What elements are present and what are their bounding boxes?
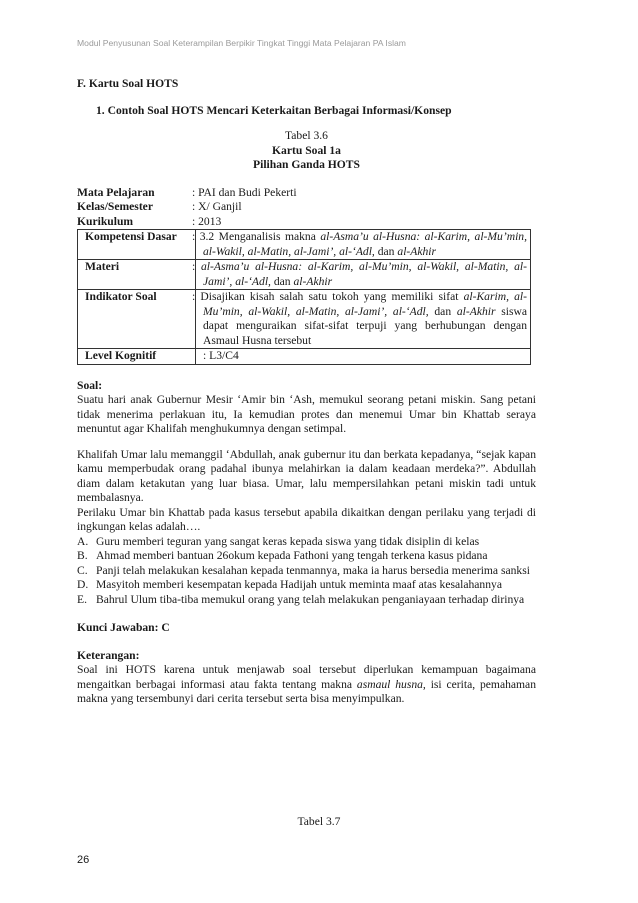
answer-option bbox=[77, 578, 536, 593]
kompetensi-prefix: : 3.2 Menganalisis makna bbox=[192, 230, 321, 243]
option-text: Bahrul Ulum tiba-tiba memukul orang yang telah melakukan penganiayaan terhadap dirinya bbox=[96, 592, 525, 606]
answer-option bbox=[77, 564, 536, 579]
kompetensi-value bbox=[192, 230, 531, 260]
indikator-value bbox=[192, 290, 531, 349]
indikator-mid: dan bbox=[428, 304, 457, 318]
option-letter: E. bbox=[77, 592, 87, 606]
meta-key: Mata Pelajaran bbox=[77, 185, 155, 199]
indikator-rest: siswa dapat menguraikan sifat-sifat terpuji yang berhubungan dengan Asmaul Husna tersebut bbox=[203, 304, 527, 347]
indikator-italic: al-Karim, al-Mu’min, al-Wakil, al-Matin, al-Jami’, al-‘Adl, bbox=[203, 290, 527, 318]
table-caption bbox=[77, 129, 536, 173]
table-type: Pilihan Ganda HOTS bbox=[253, 158, 360, 171]
keterangan-text-a: Soal ini HOTS karena untuk menjawab soal tersebut diperlukan kemampuan bagaimana mengaitkan berbagai informasi atau fakta tentang makna bbox=[77, 663, 536, 691]
page-content bbox=[77, 77, 536, 707]
indikator-text: : Disajikan kisah salah satu tokoh yang memiliki sifat bbox=[192, 290, 464, 303]
kompetensi-mid: dan bbox=[374, 244, 398, 258]
level-value: : L3/C4 bbox=[196, 349, 531, 365]
indikator-end: al-Akhir bbox=[456, 304, 496, 318]
meta-key: Kelas/Semester bbox=[77, 200, 153, 213]
option-letter: D. bbox=[77, 578, 89, 591]
meta-value: : X/ Ganjil bbox=[192, 200, 242, 213]
section-title: F. Kartu Soal HOTS bbox=[77, 77, 179, 90]
meta-key: Kurikulum bbox=[77, 214, 134, 228]
kd-table bbox=[77, 229, 531, 365]
option-text: Ahmad memberi bantuan 26okum kepada Fathoni yang tengah terkena kasus pidana bbox=[96, 549, 488, 562]
materi-italic: al-Asma’u al-Husna: al-Karim, al-Mu’min, al-Wakil, al-Matin, al-Jami’, al-‘Adl, bbox=[201, 260, 527, 288]
keterangan-text-c: isi cerita, pemahaman makna yang tersembunyi dari cerita tersebut serta bisa menyimpulkan. bbox=[77, 677, 536, 705]
option-text: Panji telah melakukan kesalahan kepada tenmannya, maka ia harus bersedia menerima sanksi bbox=[96, 563, 530, 577]
subsection-title: 1. Contoh Soal HOTS Mencari Keterkaitan Berbagai Informasi/Konsep bbox=[96, 103, 452, 117]
running-header: Modul Penyusunan Soal Keterampilan Berpikir Tingkat Tinggi Mata Pelajaran PA Islam bbox=[77, 38, 406, 48]
answer-option bbox=[77, 593, 536, 608]
kompetensi-end: al-Akhir bbox=[397, 244, 437, 258]
kompetensi-label: Kompetensi Dasar bbox=[78, 230, 196, 260]
answer-option bbox=[77, 535, 536, 550]
materi-mid: dan bbox=[270, 274, 294, 288]
keterangan-block bbox=[77, 649, 536, 707]
answer-key: Kunci Jawaban: C bbox=[77, 621, 170, 634]
meta-row bbox=[77, 215, 536, 230]
option-letter: C. bbox=[77, 563, 88, 577]
soal-block bbox=[77, 379, 536, 608]
table-number: Tabel 3.6 bbox=[285, 129, 328, 142]
soal-paragraph: Suatu hari anak Gubernur Mesir ‘Amir bin ‘Ash, memukul seorang petani miskin. Sang petani tidak menerima perlakuan itu, Ia kemudian protes dan menemui Umar bin Khattab seraya menuntut agar Khalifah menghukumnya dengan setimpal. bbox=[77, 393, 536, 435]
answer-option bbox=[77, 549, 536, 564]
level-label: Level Kognitif bbox=[78, 349, 196, 365]
meta-value: : 2013 bbox=[192, 214, 222, 228]
soal-label: Soal: bbox=[77, 378, 103, 392]
option-letter: B. bbox=[77, 549, 88, 562]
table-row bbox=[78, 349, 531, 365]
page-number: 26 bbox=[77, 854, 90, 866]
meta-value: : PAI dan Budi Pekerti bbox=[192, 185, 297, 199]
table-row bbox=[78, 230, 531, 260]
materi-end: al-Akhir bbox=[293, 274, 333, 288]
option-letter: A. bbox=[77, 534, 89, 548]
keterangan-label: Keterangan: bbox=[77, 648, 140, 662]
keterangan-text bbox=[77, 663, 536, 707]
kompetensi-italic: al-Asma’u al-Husna: al-Karim, al-Mu’min, al-Wakil, al-Matin, al-Jami’, al-‘Adl, bbox=[203, 230, 527, 258]
materi-value: : al-Asma’u al-Husna: al-Karim, al-Mu’min, al-Wakil, al-Matin, al-Jami’, al-‘Adl, dan al-Akhir bbox=[196, 260, 531, 290]
keterangan-italic: asmaul husna, bbox=[356, 677, 426, 691]
indikator-label: Indikator Soal bbox=[78, 290, 196, 349]
materi-label: Materi bbox=[78, 260, 196, 290]
table-row bbox=[78, 290, 531, 349]
meta-block bbox=[77, 186, 536, 230]
table-row bbox=[78, 260, 531, 290]
meta-row bbox=[77, 200, 536, 215]
soal-paragraph: Khalifah Umar lalu memanggil ‘Abdullah, anak gubernur itu dan berkata kepadanya, “sejak kapan kamu memperbudak orang padahal ibunya melahirkan ia dalam keadaan merdeka?”. Abdullah diam dalam ketakutan yang luar biasa. Umar, lalu mempersilahkan petani miskin tadi untuk membalasnya. bbox=[77, 447, 536, 504]
table-name: Kartu Soal 1a bbox=[272, 143, 341, 157]
meta-row bbox=[77, 186, 536, 201]
soal-question: Perilaku Umar bin Khattab pada kasus tersebut apabila dikaitkan dengan perilaku yang terjadi di ingkungan kelas adalah…. bbox=[77, 505, 536, 533]
next-table-caption: Tabel 3.7 bbox=[297, 815, 341, 828]
option-text: Masyitoh memberi kesempatan kepada Hadijah untuk meminta maaf atas kesalahannya bbox=[96, 578, 502, 591]
option-text: Guru memberi teguran yang sangat keras kepada siswa yang tidak disiplin di kelas bbox=[96, 534, 480, 548]
